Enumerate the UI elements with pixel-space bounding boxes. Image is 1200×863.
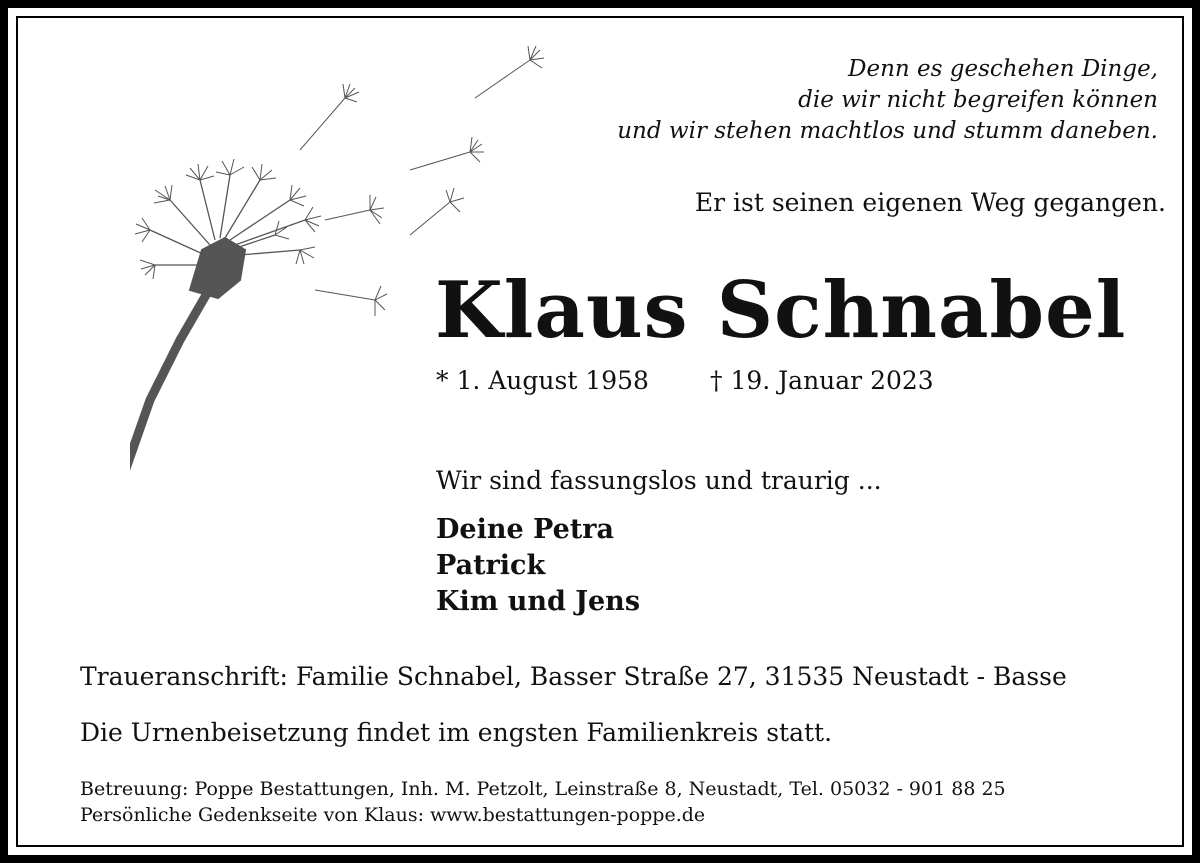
mourner-name: Deine Petra [436, 514, 615, 545]
quote-line: und wir stehen machtlos und stumm daneben. [617, 118, 1158, 144]
deceased-name: Klaus Schnabel [435, 265, 1127, 356]
quote-line: die wir nicht begreifen können [798, 87, 1158, 113]
mourning-address: Traueranschrift: Familie Schnabel, Basser Straße 27, 31535 Neustadt - Basse [80, 662, 1067, 691]
motto-text: Er ist seinen eigenen Weg gegangen. [694, 188, 1166, 217]
mourner-name: Kim und Jens [436, 586, 641, 617]
death-date: † 19. Januar 2023 [710, 366, 934, 395]
birth-date: * 1. August 1958 [436, 366, 649, 395]
mourners-list [436, 512, 640, 620]
funeral-service-info [80, 776, 1006, 828]
sorrow-text: Wir sind fassungslos und traurig ... [436, 466, 882, 495]
quote-line: Denn es geschehen Dinge, [848, 56, 1158, 82]
funeral-service-line: Betreuung: Poppe Bestattungen, Inh. M. Petzolt, Leinstraße 8, Neustadt, Tel. 05032 - 901 88 25 [80, 778, 1006, 800]
mourner-name: Patrick [436, 550, 546, 581]
quote-block [617, 54, 1158, 147]
burial-notice: Die Urnenbeisetzung findet im engsten Familienkreis statt. [80, 718, 833, 747]
memorial-page-line: Persönliche Gedenkseite von Klaus: www.bestattungen-poppe.de [80, 804, 706, 826]
